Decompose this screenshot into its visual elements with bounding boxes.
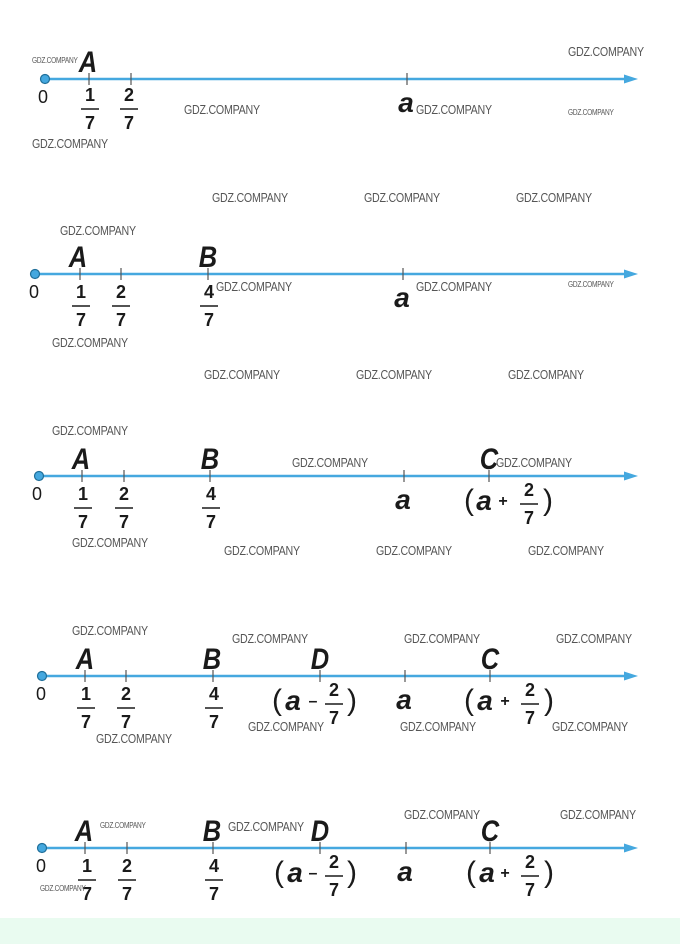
watermark-gdz-company: GDZ.COMPANY [52, 423, 128, 438]
watermark-gdz-company: GDZ.COMPANY [32, 56, 78, 65]
line-1-fraction-1-7-denominator: 7 [84, 113, 96, 133]
line-3-expression-a-plus-2-7-operator: + [498, 493, 508, 510]
line-5-variable-a: a [397, 856, 413, 887]
line-3-expression-a-plus-2-7-variable: a [476, 485, 492, 516]
line-2-point-a-label: A [68, 240, 88, 274]
line-2-fraction-2-7-denominator: 7 [115, 310, 127, 330]
line-5-expression-a-minus-2-7-open-paren: ( [274, 856, 284, 889]
line-5-expression-a-plus-2-7-open-paren: ( [466, 856, 476, 889]
line-4-expression-a-plus-2-7-operator: + [500, 693, 510, 710]
watermark-gdz-company: GDZ.COMPANY [556, 631, 632, 646]
watermark-gdz-company: GDZ.COMPANY [232, 631, 308, 646]
line-5-origin-label: 0 [35, 856, 47, 876]
line-3-origin-label: 0 [31, 484, 43, 504]
line-1-fraction-2-7-denominator: 7 [123, 113, 135, 133]
watermark-gdz-company: GDZ.COMPANY [40, 884, 86, 893]
line-3-fraction-1-7-denominator: 7 [77, 512, 89, 532]
line-5-point-c-label: C [480, 814, 500, 848]
line-4-expression-a-minus-2-7-open-paren: ( [272, 684, 282, 717]
line-5-expression-a-minus-2-7-variable: a [287, 857, 303, 888]
line-4-expression-a-plus-2-7-variable: a [477, 685, 493, 716]
line-3-expression-a-plus-2-7-close-paren: ) [543, 484, 553, 517]
line-4-point-d-label: D [310, 642, 330, 676]
watermark-gdz-company: GDZ.COMPANY [552, 719, 628, 734]
line-5-expression-a-plus-2-7-variable: a [479, 857, 495, 888]
watermark-gdz-company: GDZ.COMPANY [72, 535, 148, 550]
watermark-gdz-company: GDZ.COMPANY [560, 807, 636, 822]
watermark-gdz-company: GDZ.COMPANY [96, 731, 172, 746]
line-5-point-d-label: D [310, 814, 330, 848]
line-4-fraction-2-7-numerator: 2 [120, 684, 132, 704]
line-2-origin-label: 0 [28, 282, 40, 302]
line-3-point-b-label: B [200, 442, 220, 476]
line-5-fraction-2-7-denominator: 7 [121, 884, 133, 904]
watermark-gdz-company: GDZ.COMPANY [364, 190, 440, 205]
line-3-fraction-4-7-denominator: 7 [205, 512, 217, 532]
line-5-point-a-label: A [74, 814, 94, 848]
number-line-2-arrowhead [624, 270, 638, 279]
line-5-fraction-2-7-numerator: 2 [121, 856, 133, 876]
line-5-expression-a-plus-2-7-fraction-numerator: 2 [524, 852, 536, 872]
number-line-5-origin-dot [38, 844, 47, 853]
line-2-fraction-4-7-denominator: 7 [203, 310, 215, 330]
line-5-fraction-1-7-denominator: 7 [81, 884, 93, 904]
line-3-fraction-2-7-denominator: 7 [118, 512, 130, 532]
watermark-gdz-company: GDZ.COMPANY [224, 543, 300, 558]
line-4-origin-label: 0 [35, 684, 47, 704]
line-1-fraction-1-7-numerator: 1 [84, 85, 96, 105]
line-1-point-a-label: A [78, 45, 98, 79]
line-5-expression-a-plus-2-7-operator: + [500, 865, 510, 882]
watermark-gdz-company: GDZ.COMPANY [228, 819, 304, 834]
watermark-gdz-company: GDZ.COMPANY [204, 367, 280, 382]
line-4-fraction-2-7-denominator: 7 [120, 712, 132, 732]
watermark-gdz-company: GDZ.COMPANY [356, 367, 432, 382]
line-4-expression-a-minus-2-7-fraction-numerator: 2 [328, 680, 340, 700]
line-5-fraction-4-7-numerator: 4 [208, 856, 220, 876]
line-3-fraction-1-7-numerator: 1 [77, 484, 89, 504]
line-3-fraction-4-7-numerator: 4 [205, 484, 217, 504]
line-4-expression-a-plus-2-7-fraction-denominator: 7 [524, 708, 536, 728]
line-5-expression-a-minus-2-7-operator: – [308, 865, 318, 882]
watermark-gdz-company: GDZ.COMPANY [248, 719, 324, 734]
number-line-4-origin-dot [38, 672, 47, 681]
watermark-gdz-company: GDZ.COMPANY [404, 807, 480, 822]
line-5-fraction-1-7-numerator: 1 [81, 856, 93, 876]
watermark-gdz-company: GDZ.COMPANY [184, 102, 260, 117]
watermark-gdz-company: GDZ.COMPANY [528, 543, 604, 558]
line-2-fraction-2-7-numerator: 2 [115, 282, 127, 302]
watermark-gdz-company: GDZ.COMPANY [496, 455, 572, 470]
line-3-expression-a-plus-2-7-open-paren: ( [464, 484, 474, 517]
line-2-fraction-4-7-numerator: 4 [203, 282, 215, 302]
watermark-gdz-company: GDZ.COMPANY [72, 623, 148, 638]
line-4-expression-a-plus-2-7-fraction-numerator: 2 [524, 680, 536, 700]
line-5-expression-a-plus-2-7-close-paren: ) [544, 856, 554, 889]
line-5-fraction-4-7-denominator: 7 [208, 884, 220, 904]
number-line-3-origin-dot [35, 472, 44, 481]
line-4-fraction-1-7-denominator: 7 [80, 712, 92, 732]
watermark-gdz-company: GDZ.COMPANY [60, 223, 136, 238]
line-2-fraction-1-7-denominator: 7 [75, 310, 87, 330]
watermark-gdz-company: GDZ.COMPANY [416, 102, 492, 117]
number-line-4-arrowhead [624, 672, 638, 681]
line-3-point-a-label: A [71, 442, 91, 476]
watermark-gdz-company: GDZ.COMPANY [404, 631, 480, 646]
line-4-expression-a-minus-2-7-close-paren: ) [347, 684, 357, 717]
line-1-origin-label: 0 [37, 87, 49, 107]
line-4-point-b-label: B [202, 642, 222, 676]
line-4-expression-a-minus-2-7-operator: – [308, 693, 318, 710]
line-4-expression-a-plus-2-7-close-paren: ) [544, 684, 554, 717]
line-4-point-c-label: C [480, 642, 500, 676]
number-line-1-arrowhead [624, 75, 638, 84]
watermark-gdz-company: GDZ.COMPANY [416, 279, 492, 294]
line-4-expression-a-minus-2-7-variable: a [285, 685, 301, 716]
watermark-gdz-company: GDZ.COMPANY [32, 136, 108, 151]
line-2-variable-a: a [394, 282, 410, 313]
watermark-gdz-company: GDZ.COMPANY [508, 367, 584, 382]
line-5-expression-a-minus-2-7-close-paren: ) [347, 856, 357, 889]
line-2-fraction-1-7-numerator: 1 [75, 282, 87, 302]
line-4-fraction-4-7-numerator: 4 [208, 684, 220, 704]
line-3-point-c-label: C [479, 442, 499, 476]
line-5-expression-a-minus-2-7-fraction-denominator: 7 [328, 880, 340, 900]
watermark-gdz-company: GDZ.COMPANY [568, 280, 614, 289]
line-5-point-b-label: B [202, 814, 222, 848]
watermark-gdz-company: GDZ.COMPANY [568, 44, 644, 59]
watermark-gdz-company: GDZ.COMPANY [212, 190, 288, 205]
line-3-variable-a: a [395, 484, 411, 515]
line-4-point-a-label: A [75, 642, 95, 676]
number-line-3-arrowhead [624, 472, 638, 481]
line-1-fraction-2-7-numerator: 2 [123, 85, 135, 105]
watermark-gdz-company: GDZ.COMPANY [516, 190, 592, 205]
watermark-gdz-company: GDZ.COMPANY [400, 719, 476, 734]
number-line-2-origin-dot [31, 270, 40, 279]
number-line-5-arrowhead [624, 844, 638, 853]
line-3-expression-a-plus-2-7-fraction-denominator: 7 [523, 508, 535, 528]
watermark-gdz-company: GDZ.COMPANY [100, 821, 146, 830]
line-4-variable-a: a [396, 684, 412, 715]
line-2-point-b-label: B [198, 240, 218, 274]
line-4-expression-a-minus-2-7-fraction-denominator: 7 [328, 708, 340, 728]
watermark-gdz-company: GDZ.COMPANY [52, 335, 128, 350]
line-5-expression-a-plus-2-7-fraction-denominator: 7 [524, 880, 536, 900]
line-4-fraction-1-7-numerator: 1 [80, 684, 92, 704]
line-3-expression-a-plus-2-7-fraction-numerator: 2 [523, 480, 535, 500]
watermark-gdz-company: GDZ.COMPANY [568, 108, 614, 117]
line-3-fraction-2-7-numerator: 2 [118, 484, 130, 504]
number-line-1-origin-dot [41, 75, 50, 84]
line-4-fraction-4-7-denominator: 7 [208, 712, 220, 732]
watermark-gdz-company: GDZ.COMPANY [376, 543, 452, 558]
watermark-gdz-company: GDZ.COMPANY [292, 455, 368, 470]
watermark-gdz-company: GDZ.COMPANY [216, 279, 292, 294]
line-4-expression-a-plus-2-7-open-paren: ( [464, 684, 474, 717]
line-5-expression-a-minus-2-7-fraction-numerator: 2 [328, 852, 340, 872]
line-1-variable-a: a [398, 87, 414, 118]
